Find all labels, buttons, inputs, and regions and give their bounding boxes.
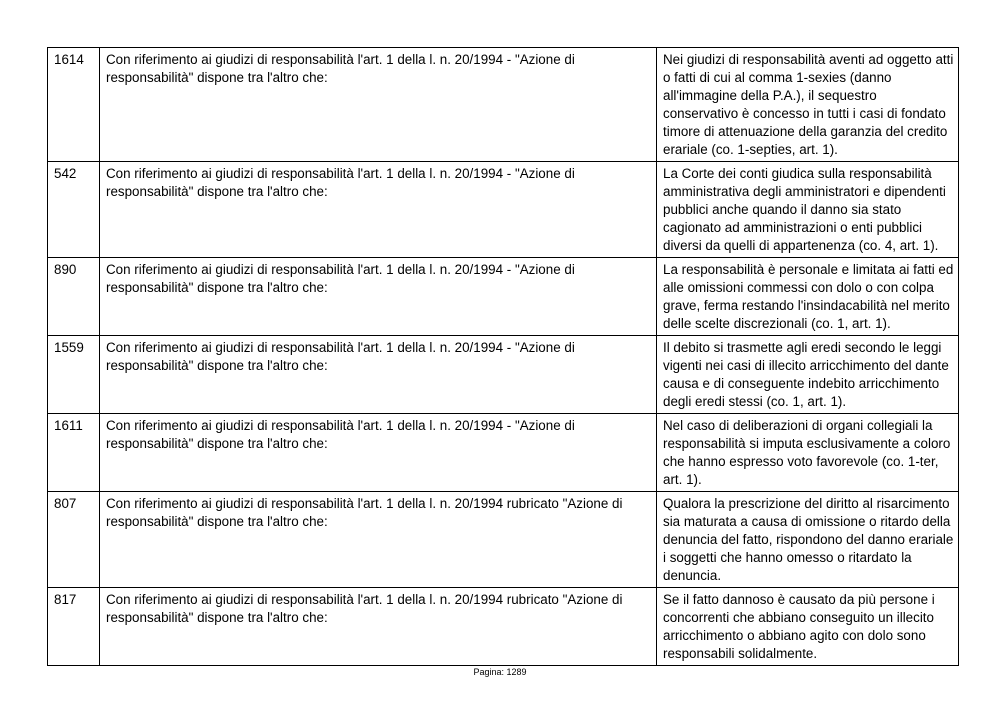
- table-row: [48, 414, 959, 492]
- question-text: Con riferimento ai giudizi di responsabilità l'art. 1 della l. n. 20/1994 - "Azione di responsabilità" dispone tra l'altro che:: [100, 162, 657, 258]
- answer-text: Nel caso di deliberazioni di organi collegiali la responsabilità si imputa esclusivamente a coloro che hanno espresso voto favorevole (co. 1-ter, art. 1).: [657, 414, 959, 492]
- answer-text: Il debito si trasmette agli eredi secondo le leggi vigenti nei casi di illecito arricchimento del dante causa e di conseguente indebito arricchimento degli eredi stessi (co. 1, art. 1).: [657, 336, 959, 414]
- question-id: 1611: [48, 414, 100, 492]
- questions-table: [47, 47, 959, 666]
- answer-text: La Corte dei conti giudica sulla responsabilità amministrativa degli amministratori e dipendenti pubblici anche quando il danno sia stato cagionato ad amministrazioni o enti pubblici diversi da quelli di appartenenza (co. 4, art. 1).: [657, 162, 959, 258]
- question-id: 817: [48, 588, 100, 666]
- question-text: Con riferimento ai giudizi di responsabilità l'art. 1 della l. n. 20/1994 - "Azione di responsabilità" dispone tra l'altro che:: [100, 258, 657, 336]
- table-row: [48, 162, 959, 258]
- question-text: Con riferimento ai giudizi di responsabilità l'art. 1 della l. n. 20/1994 rubricato "Azione di responsabilità" dispone tra l'altro che:: [100, 588, 657, 666]
- table-row: [48, 588, 959, 666]
- question-id: 542: [48, 162, 100, 258]
- answer-text: La responsabilità è personale e limitata ai fatti ed alle omissioni commessi con dolo o con colpa grave, ferma restando l'insindacabilità nel merito delle scelte discrezionali (co. 1, art. 1).: [657, 258, 959, 336]
- table-row: [48, 48, 959, 162]
- question-id: 890: [48, 258, 100, 336]
- table-row: [48, 492, 959, 588]
- answer-text: Se il fatto dannoso è causato da più persone i concorrenti che abbiano conseguito un illecito arricchimento o abbiano agito con dolo sono responsabili solidalmente.: [657, 588, 959, 666]
- table-row: [48, 336, 959, 414]
- question-id: 807: [48, 492, 100, 588]
- question-id: 1614: [48, 48, 100, 162]
- question-id: 1559: [48, 336, 100, 414]
- table-row: [48, 258, 959, 336]
- question-text: Con riferimento ai giudizi di responsabilità l'art. 1 della l. n. 20/1994 - "Azione di responsabilità" dispone tra l'altro che:: [100, 336, 657, 414]
- page-number: Pagina: 1289: [473, 667, 527, 677]
- answer-text: Nei giudizi di responsabilità aventi ad oggetto atti o fatti di cui al comma 1-sexies (danno all'immagine della P.A.), il sequestro conservativo è concesso in tutti i casi di fondato timore di attenuazione della garanzia del credito erariale (co. 1-septies, art. 1).: [657, 48, 959, 162]
- answer-text: Qualora la prescrizione del diritto al risarcimento sia maturata a causa di omissione o ritardo della denuncia del fatto, rispondono del danno erariale i soggetti che hanno omesso o ritardato la denuncia.: [657, 492, 959, 588]
- questions-table-body: [48, 48, 959, 666]
- question-text: Con riferimento ai giudizi di responsabilità l'art. 1 della l. n. 20/1994 - "Azione di responsabilità" dispone tra l'altro che:: [100, 48, 657, 162]
- question-text: Con riferimento ai giudizi di responsabilità l'art. 1 della l. n. 20/1994 - "Azione di responsabilità" dispone tra l'altro che:: [100, 414, 657, 492]
- question-text: Con riferimento ai giudizi di responsabilità l'art. 1 della l. n. 20/1994 rubricato "Azione di responsabilità" dispone tra l'altro che:: [100, 492, 657, 588]
